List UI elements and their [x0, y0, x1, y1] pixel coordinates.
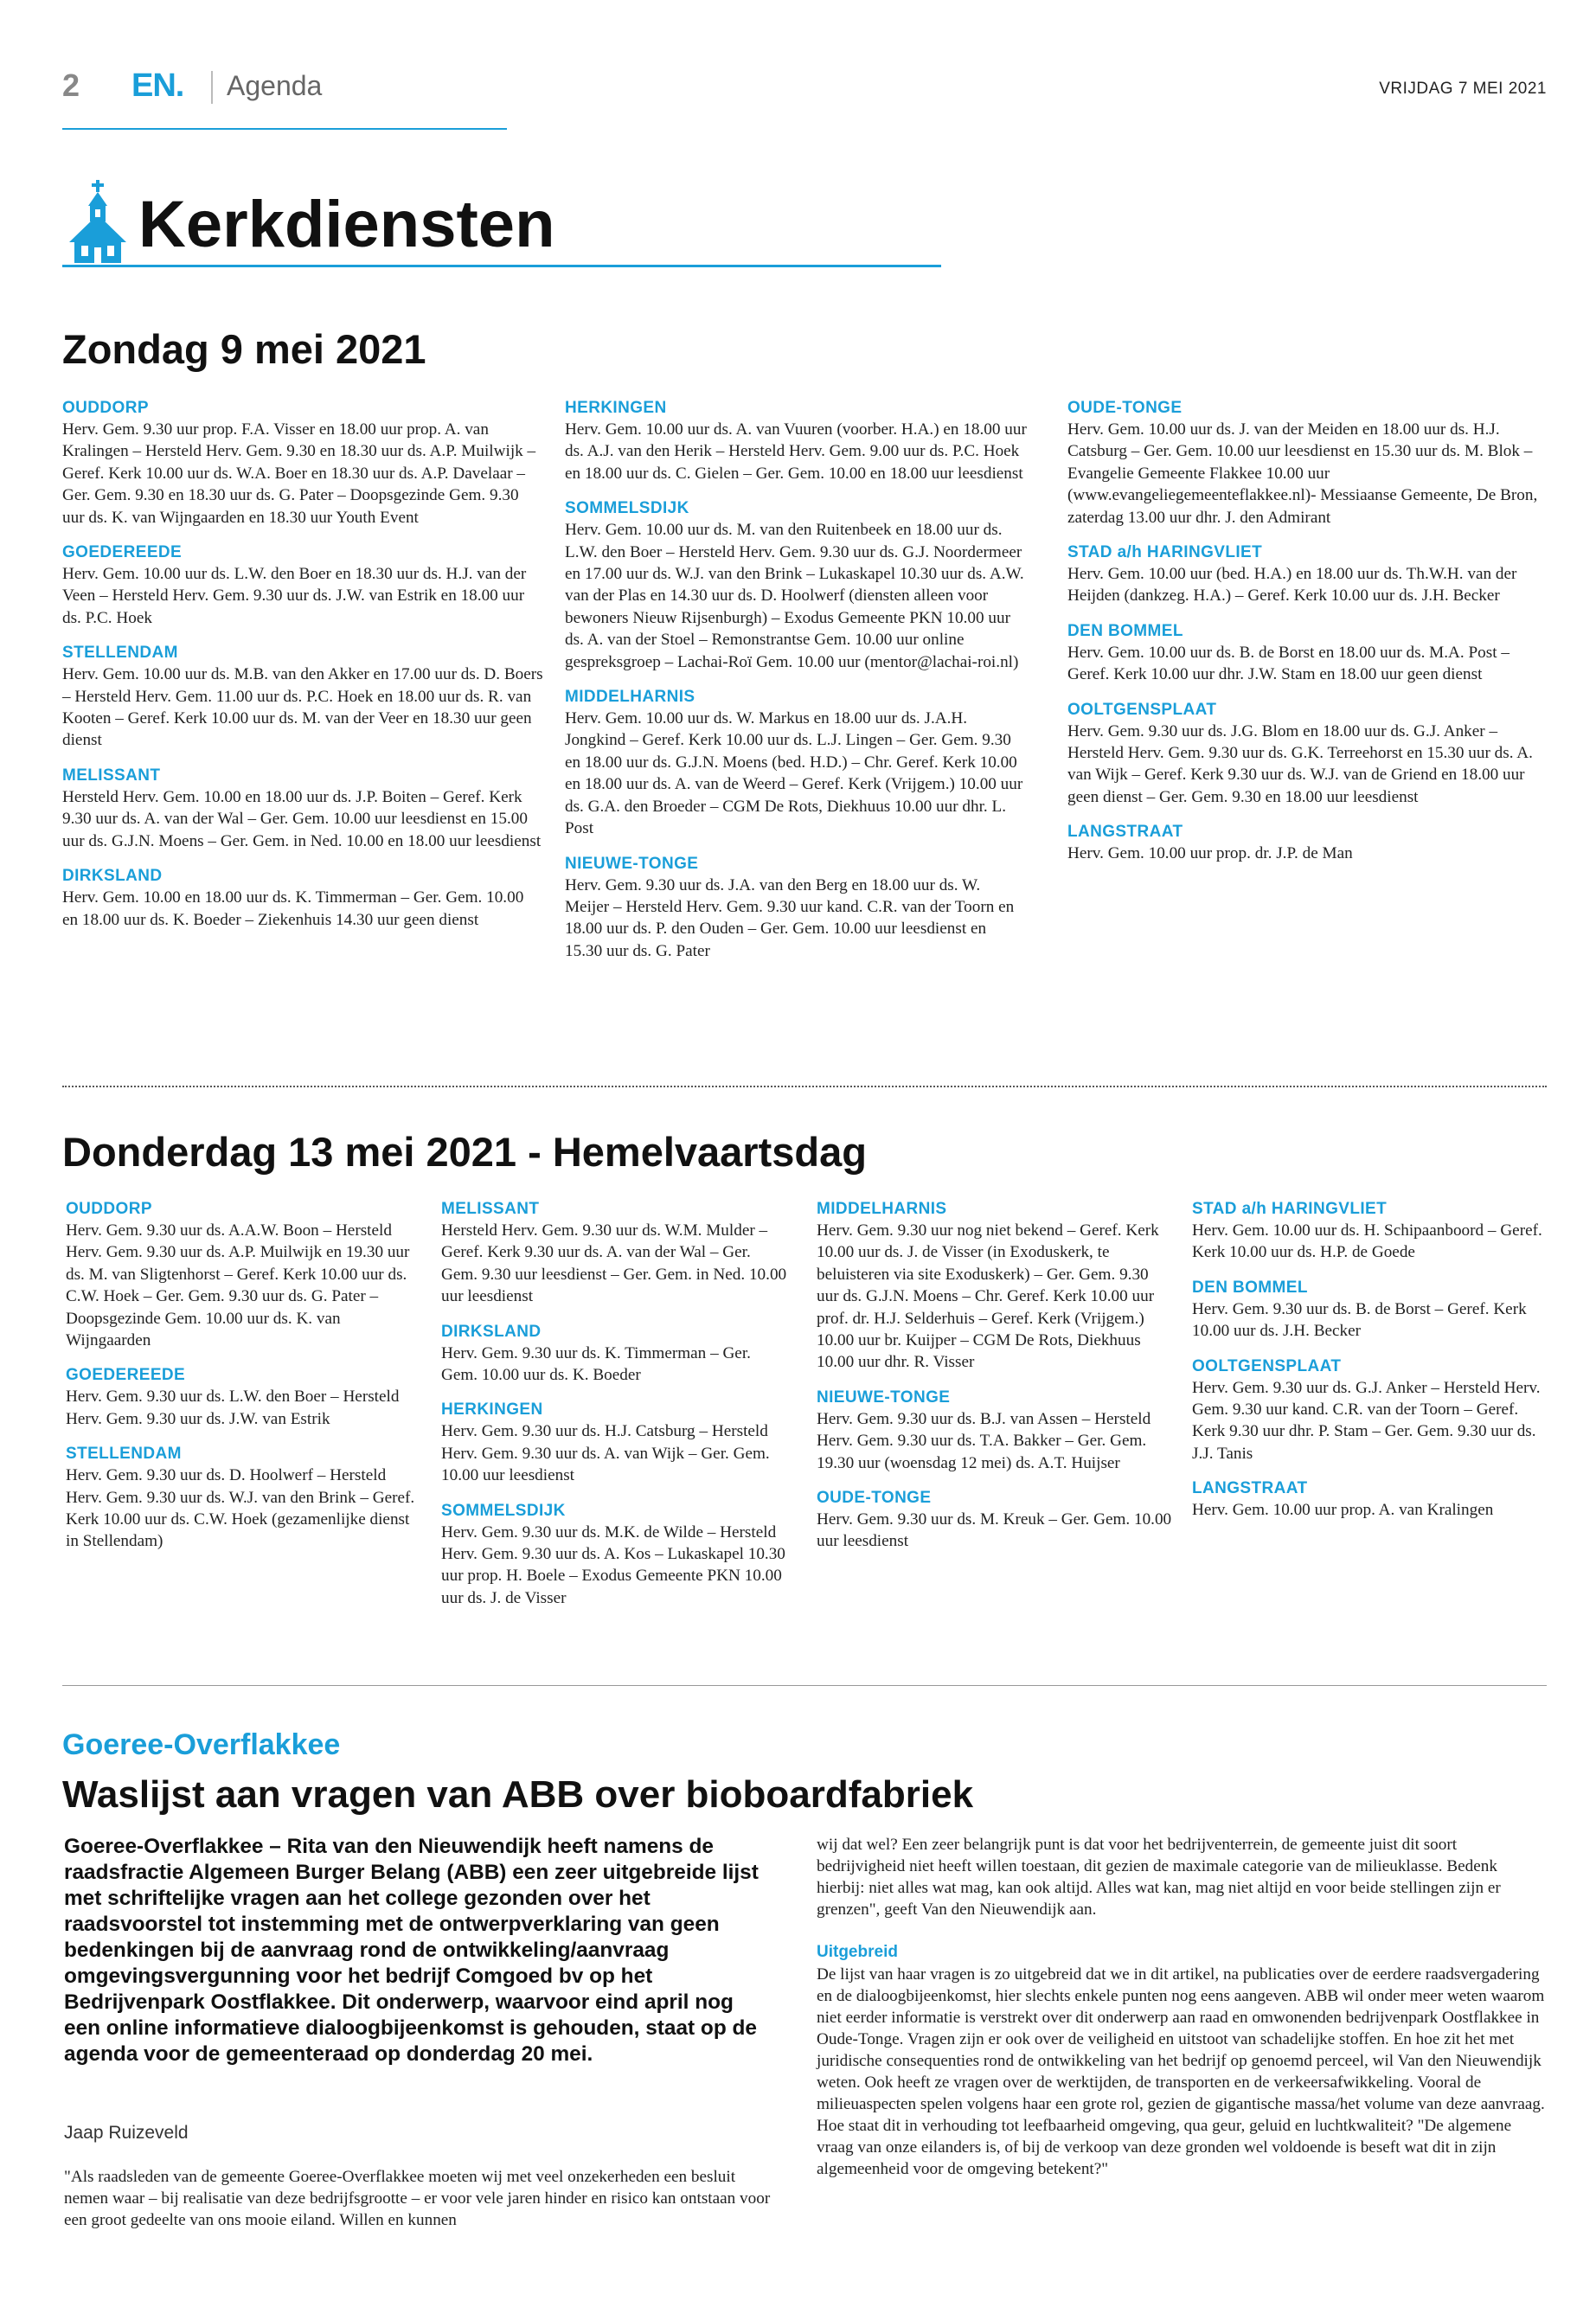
service-text: Herv. Gem. 9.30 uur ds. A.A.W. Boon – Hersteld Herv. Gem. 9.30 uur ds. A.P. Muilwijk en 19.30 uur ds. M. van Sligtenhorst – Geref. Kerk 10.00 uur ds. C.W. Hoek – Ger. Gem. 9.30 uur ds. G. Pater – Doopsgezinde Gem. 10.00 uur ds. K. van Wijngaarden — [66, 1221, 410, 1350]
place-name: MIDDELHARNIS — [817, 1200, 947, 1218]
service-text: Herv. Gem. 10.00 uur ds. H. Schipaanboord – Geref. Kerk 10.00 uur ds. H.P. de Goede — [1192, 1221, 1542, 1262]
thursday-column-4 — [1192, 1199, 1547, 1535]
article-body-right-2: De lijst van haar vragen is zo uitgebreid dat we in dit artikel, na publicaties over de eerdere raadsvergadering en de dialoogbijeenkomst, hier slechts enkele punten nog eens aangeven. ABB wil onder meer weten waarom niet eerder informatie is verstrekt over dit onderwerp aan raad en omwonenden bedrijvenpark Oostflakkee in Oude-Tonge. Vragen zijn er ook over de veiligheid en uitstoot van schadelijke stoffen. En hoe zit het met juridische consequenties rond de ontwikkeling van het bedrijf op genoemd perceel, wil Van den Nieuwendijk weten. Ook heeft ze vragen over de werktijden, de transporten en de verkeersafwikkeling. Vooral de milieuaspecten spelen volgens haar een grote rol, gezien de gigantische massa/het volume van deze aanvraag. Hoe staat dit in verhouding tot leefbaarheid omgeving, qua geur, geluid en luchtkwaliteit? "De algemene vraag van onze eilanders is, of bij de verkoop van deze gronden wel voldoende is beseft wat dit in zijn algemeenheid voor de omgeving betekent?" — [817, 1965, 1545, 2178]
service-text: Herv. Gem. 10.00 uur ds. B. de Borst en 18.00 uur ds. M.A. Post – Geref. Kerk 10.00 uur dhr. J.W. Stam en 18.00 uur geen dienst — [1067, 643, 1509, 684]
sunday-column-2 — [565, 398, 1027, 976]
issue-date: VRIJDAG 7 MEI 2021 — [1379, 80, 1547, 98]
place-name: DEN BOMMEL — [1067, 621, 1183, 640]
article-subhead: Uitgebreid — [817, 1943, 898, 1961]
place-name: DEN BOMMEL — [1192, 1278, 1308, 1297]
service-text: Herv. Gem. 9.30 uur nog niet bekend – Geref. Kerk 10.00 uur ds. J. de Visser (in Exoduskerk, te beluisteren via site Exoduskerk) – Ger. Gem. 9.30 uur ds. G.J.N. Moens – Chr. Geref. Kerk 10.00 uur prof. dr. H.J. Selderhuis – Geref. Kerk (Vrijgem.) 10.00 uur br. Kuijper – CGM De Rots, Diekhuus 10.00 uur dhr. R. Visser — [817, 1221, 1159, 1372]
service-text: Herv. Gem. 10.00 uur prop. A. van Kralingen — [1192, 1501, 1494, 1520]
service-entry — [66, 1199, 415, 1351]
service-entry — [817, 1199, 1173, 1374]
service-text: Herv. Gem. 9.30 uur ds. J.G. Blom en 18.00 uur ds. G.J. Anker – Hersteld Herv. Gem. 9.30 uur ds. G.K. Terreehorst en 15.30 uur ds. A. van Wijk – Geref. Kerk 9.30 uur ds. W.J. van de Griend en 18.00 uur geen dienst – Ger. Gem. 9.30 en 18.00 uur leesdienst — [1067, 721, 1533, 806]
service-entry — [62, 643, 543, 752]
service-entry — [565, 398, 1027, 484]
service-text: Herv. Gem. 9.30 uur prop. F.A. Visser en 18.00 uur prop. A. van Kralingen – Hersteld Herv. Gem. 9.30 en 18.30 uur ds. A.P. Muilwijk – Geref. Kerk 10.00 uur ds. W.A. Boer en 18.30 uur ds. A.P. Davelaar – Ger. Gem. 9.30 en 18.30 uur ds. G. Pater – Doopsgezinde Gem. 9.30 uur ds. K. van Wijngaarden en 18.30 uur Youth Event — [62, 420, 536, 527]
service-entry — [441, 1400, 791, 1486]
service-entry — [1067, 398, 1547, 529]
service-entry — [66, 1365, 415, 1430]
place-name: STAD a/h HARINGVLIET — [1192, 1200, 1388, 1218]
service-text: Herv. Gem. 10.00 en 18.00 uur ds. K. Timmerman – Ger. Gem. 10.00 en 18.00 uur ds. K. Boeder – Ziekenhuis 14.30 uur geen dienst — [62, 888, 524, 929]
service-entry — [66, 1444, 415, 1553]
sunday-column-3 — [1067, 398, 1547, 879]
service-entry — [817, 1488, 1173, 1553]
service-entry — [441, 1322, 791, 1387]
thursday-column-1 — [66, 1199, 415, 1567]
place-name: OUDDORP — [62, 399, 149, 417]
title-rule — [62, 265, 941, 267]
place-name: OUDDORP — [66, 1200, 152, 1218]
service-text: Herv. Gem. 10.00 uur ds. M. van den Ruitenbeek en 18.00 uur ds. L.W. den Boer – Hersteld Herv. Gem. 9.30 uur ds. G.J. Noordermeer en 17.00 uur ds. W.J. van den Brink – Lukaskapel 10.30 uur ds. A.W. van der Plas en 14.30 uur ds. D. Hoolwerf (diensten alleen voor bewoners Nieuw Rijsenburgh) – Exodus Gemeente PKN 10.00 uur ds. A. van der Stoel – Remonstrantse Gem. 10.00 uur online gespreksgroep – Lachai-Roï Gem. 10.00 uur (mentor@lachai-roi.nl) — [565, 521, 1024, 671]
page-number: 2 — [62, 67, 80, 103]
service-text: Herv. Gem. 9.30 uur ds. H.J. Catsburg – Hersteld Herv. Gem. 9.30 uur ds. A. van Wijk – Ger. Gem. 10.00 uur leesdienst — [441, 1422, 770, 1485]
place-name: OUDE-TONGE — [1067, 399, 1183, 417]
thursday-column-2 — [441, 1199, 791, 1623]
thursday-title: Donderdag 13 mei 2021 - Hemelvaartsdag — [62, 1129, 867, 1175]
service-entry — [1192, 1356, 1547, 1465]
article-body-right: wij dat wel? Een zeer belangrijk punt is dat voor het bedrijventerrein, de gemeente juist dit soort bedrijvigheid niet heeft willen toestaan, dit gezien de maximale categorie van de milieuklasse. Bedenk hierbij: niet alles wat mag, kan ook altijd. Alles wat kan, mag niet altijd en voor beide stellingen zijn er grenzen", geeft Van den Nieuwendijk aan. — [817, 1836, 1501, 1919]
service-entry — [1067, 822, 1547, 864]
place-name: HERKINGEN — [441, 1400, 543, 1420]
page-header — [62, 67, 1547, 111]
article-byline: Jaap Ruizeveld — [64, 2123, 189, 2143]
service-text: Herv. Gem. 9.30 uur ds. D. Hoolwerf – Hersteld Herv. Gem. 9.30 uur ds. W.J. van den Brink – Geref. Kerk 10.00 uur ds. C.W. Hoek (gezamenlijke dienst in Stellendam) — [66, 1466, 415, 1551]
service-entry — [441, 1501, 791, 1610]
service-entry — [62, 542, 543, 629]
service-text: Herv. Gem. 10.00 uur ds. A. van Vuuren (voorber. H.A.) en 18.00 uur ds. A.J. van den Herik – Hersteld Herv. Gem. 9.00 uur ds. P.C. Hoek en 18.00 uur ds. C. Gielen – Ger. Gem. 10.00 en 18.00 uur leesdienst — [565, 420, 1027, 483]
service-entry — [1192, 1199, 1547, 1264]
service-entry — [565, 498, 1027, 673]
service-text: Herv. Gem. 9.30 uur ds. B. de Borst – Geref. Kerk 10.00 uur ds. J.H. Becker — [1192, 1299, 1527, 1341]
place-name: NIEUWE-TONGE — [817, 1388, 951, 1407]
service-entry — [1192, 1278, 1547, 1343]
place-name: SOMMELSDIJK — [565, 499, 689, 518]
thursday-column-3 — [817, 1199, 1173, 1567]
service-entry — [62, 398, 543, 529]
place-name: MELISSANT — [441, 1200, 540, 1218]
place-name: STELLENDAM — [62, 644, 178, 663]
service-entry — [62, 866, 543, 931]
place-name: MIDDELHARNIS — [565, 688, 695, 707]
place-name: OOLTGENSPLAAT — [1192, 1356, 1342, 1375]
place-name: LANGSTRAAT — [1067, 823, 1183, 842]
service-text: Herv. Gem. 9.30 uur ds. M. Kreuk – Ger. Gem. 10.00 uur leesdienst — [817, 1510, 1172, 1551]
place-name: MELISSANT — [62, 766, 161, 785]
service-text: Herv. Gem. 9.30 uur ds. G.J. Anker – Hersteld Herv. Gem. 9.30 uur kand. C.R. van der Toorn – Geref. Kerk 9.30 uur dhr. P. Stam – Ger. Gem. 9.30 uur ds. J.J. Tanis — [1192, 1378, 1541, 1463]
place-name: HERKINGEN — [565, 399, 667, 417]
service-entry — [1067, 542, 1547, 607]
service-entry — [565, 854, 1027, 963]
article-divider — [62, 1685, 1547, 1686]
service-entry — [565, 687, 1027, 839]
article-kicker: Goeree-Overflakkee — [62, 1728, 341, 1761]
place-name: DIRKSLAND — [441, 1322, 542, 1341]
service-text: Herv. Gem. 9.30 uur ds. L.W. den Boer – Hersteld Herv. Gem. 9.30 uur ds. J.W. van Estrik — [66, 1388, 400, 1428]
service-text: Herv. Gem. 10.00 uur ds. M.B. van den Akker en 17.00 uur ds. D. Boers – Hersteld Herv. Gem. 11.00 uur ds. P.C. Hoek en 18.00 uur ds. R. van Kooten – Geref. Kerk 10.00 uur ds. M. van der Veer en 18.30 uur geen dienst — [62, 665, 543, 750]
sunday-column-1 — [62, 398, 543, 945]
service-entry — [1067, 621, 1547, 686]
service-text: Herv. Gem. 9.30 uur ds. M.K. de Wilde – Hersteld Herv. Gem. 9.30 uur ds. A. Kos – Lukaskapel 10.30 uur prop. H. Boele – Exodus Gemeente PKN 10.00 uur ds. J. de Visser — [441, 1522, 785, 1607]
service-text: Hersteld Herv. Gem. 9.30 uur ds. W.M. Mulder – Geref. Kerk 9.30 uur ds. A. van der Wal – Ger. Gem. 9.30 uur leesdienst – Ger. Gem. in Ned. 10.00 uur leesdienst — [441, 1221, 787, 1306]
title-block — [62, 173, 941, 270]
place-name: GOEDEREEDE — [66, 1366, 186, 1385]
service-text: Herv. Gem. 9.30 uur ds. J.A. van den Berg en 18.00 uur ds. W. Meijer – Hersteld Herv. Gem. 9.30 uur kand. C.R. van der Toorn en 18.00 uur ds. P. den Ouden – Ger. Gem. 10.00 uur leesdienst en 15.30 uur ds. G. Pater — [565, 875, 1015, 960]
section-divider — [62, 1086, 1547, 1087]
service-text: Herv. Gem. 9.30 uur ds. K. Timmerman – Ger. Gem. 10.00 uur ds. K. Boeder — [441, 1343, 751, 1385]
place-name: SOMMELSDIJK — [441, 1501, 566, 1520]
place-name: NIEUWE-TONGE — [565, 854, 699, 873]
article-lead: Goeree-Overflakkee – Rita van den Nieuwendijk heeft namens de raadsfractie Algemeen Burger Belang (ABB) een zeer uitgebreide lijst met schriftelijke vragen aan het college gezonden over het raadsvoorstel tot instemming met de ontwerpverklaring van geen bedenkingen bij de aanvraag rond de ontwikkeling/aanvraag omgevingsvergunning voor het bedrijf Comgoed bv op het Bedrijvenpark Oostflakkee. Dit onderwerp, waarvoor eind april nog een online informatieve dialoogbijeenkomst is gehouden, staat op de agenda voor de gemeenteraad op donderdag 20 mei. — [64, 1835, 759, 2066]
place-name: GOEDEREEDE — [62, 543, 183, 562]
service-text: Herv. Gem. 10.00 uur ds. J. van der Meiden en 18.00 uur ds. H.J. Catsburg – Ger. Gem. 10.00 uur leesdienst en 15.30 uur ds. M. Blok – Evangelie Gemeente Flakkee 10.00 uur (www.evangeliegemeenteflakkee.nl)- Messiaanse Gemeente, De Bron, zaterdag 13.00 uur dhr. J. den Admirant — [1067, 420, 1538, 527]
header-divider — [211, 71, 213, 104]
place-name: STAD a/h HARINGVLIET — [1067, 543, 1263, 562]
sunday-title: Zondag 9 mei 2021 — [62, 326, 426, 372]
article-body-left: "Als raadsleden van de gemeente Goeree-Overflakkee moeten wij met veel onzekerheden een besluit nemen waar – bij realisatie van deze bedrijfsgrootte – er voor vele jaren hinder en risico kan ontstaan voor een groot gedeelte van ons mooie eiland. Willen en kunnen — [64, 2168, 771, 2229]
place-name: STELLENDAM — [66, 1445, 182, 1464]
place-name: LANGSTRAAT — [1192, 1479, 1308, 1498]
service-text: Herv. Gem. 10.00 uur ds. W. Markus en 18.00 uur ds. J.A.H. Jongkind – Geref. Kerk 10.00 uur ds. L.J. Lingen – Ger. Gem. 9.30 en 18.00 uur ds. G.J.N. Moens (bed. H.D.) – Chr. Geref. Kerk 10.00 en 18.00 uur ds. A. van de Weerd – Geref. Kerk (Vrijgem.) 10.00 uur ds. G.A. den Broeder – CGM De Rots, Diekhuus 10.00 uur dhr. L. Post — [565, 709, 1023, 838]
page-title: Kerkdiensten — [138, 188, 555, 261]
section-name: Agenda — [227, 70, 323, 101]
article-right-column — [817, 1834, 1547, 2180]
service-text: Hersteld Herv. Gem. 10.00 en 18.00 uur ds. J.P. Boiten – Geref. Kerk 9.30 uur ds. A. van der Wal – Ger. Gem. 10.00 uur leesdienst en 15.00 uur ds. G.J.N. Moens – Ger. Gem. in Ned. 10.00 en 18.00 uur leesdienst — [62, 787, 542, 850]
service-entry — [817, 1388, 1173, 1474]
service-entry — [1067, 700, 1547, 809]
church-icon — [66, 180, 131, 263]
place-name: DIRKSLAND — [62, 867, 163, 886]
service-text: Herv. Gem. 10.00 uur ds. L.W. den Boer en 18.30 uur ds. H.J. van der Veen – Hersteld Herv. Gem. 9.30 uur ds. J.W. van Estrik en 18.00 uur ds. P.C. Hoek — [62, 565, 527, 627]
header-rule — [62, 128, 507, 130]
service-text: Herv. Gem. 10.00 uur prop. dr. J.P. de Man — [1067, 844, 1353, 863]
article-headline: Waslijst aan vragen van ABB over bioboardfabriek — [62, 1773, 974, 1816]
place-name: OUDE-TONGE — [817, 1489, 932, 1508]
service-entry — [1192, 1478, 1547, 1521]
service-text: Herv. Gem. 9.30 uur ds. B.J. van Assen – Hersteld Herv. Gem. 9.30 uur ds. T.A. Bakker – Ger. Gem. 19.30 uur (woensdag 12 mei) ds. A.T. Huijser — [817, 1409, 1151, 1472]
service-text: Herv. Gem. 10.00 uur (bed. H.A.) en 18.00 uur ds. Th.W.H. van der Heijden (dankzeg. H.A.) – Geref. Kerk 10.00 uur ds. J.H. Becker — [1067, 565, 1517, 606]
service-entry — [62, 766, 543, 852]
place-name: OOLTGENSPLAAT — [1067, 700, 1217, 719]
newspaper-logo: EN. — [131, 67, 184, 104]
service-entry — [441, 1199, 791, 1308]
